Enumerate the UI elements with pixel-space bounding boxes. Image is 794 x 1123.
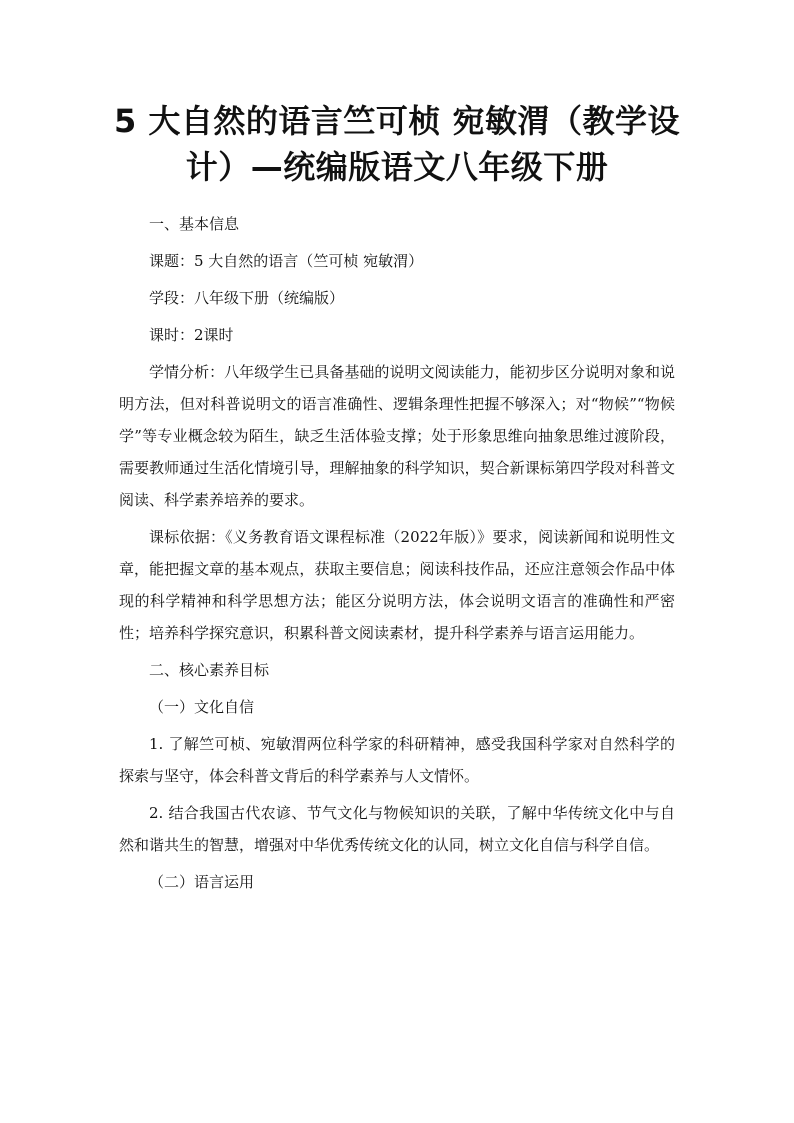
document-title: 5 大自然的语言竺可桢 宛敏渭（教学设计）—统编版语文八年级下册	[113, 102, 681, 186]
curriculum-basis-paragraph: 课标依据：《义务教育语文课程标准（2022年版）》要求，阅读新闻和说明性文章，能把握文章的基本观点，获取主要信息；阅读科技作品，还应注意领会作品中体现的科学精神和科学思想方法；能区分说明方法，体会说明文语言的准确性和严密性；培养科学探究意识，积累科普文阅读素材，提升科学素养与语言运用能力。	[119, 528, 675, 642]
goal-item-2: 2. 结合我国古代农谚、节气文化与物候知识的关联，了解中华传统文化中与自然和谐共生的智慧，增强对中华优秀传统文化的认同，树立文化自信与科学自信。	[119, 804, 675, 854]
info-grade: 学段：八年级下册（统编版）	[149, 289, 345, 307]
subheading-cultural-confidence: （一）文化自信	[149, 698, 255, 716]
section-heading-basic-info: 一、基本信息	[149, 215, 240, 233]
info-periods: 课时：2课时	[149, 326, 234, 344]
section-heading-core-goals: 二、核心素养目标	[149, 661, 270, 679]
learner-analysis-paragraph: 学情分析：八年级学生已具备基础的说明文阅读能力，能初步区分说明对象和说明方法，但对科普说明文的语言准确性、逻辑条理性把握不够深入；对“物候”“物候学”等专业概念较为陌生，缺乏生活体验支撑；处于形象思维向抽象思维过渡阶段，需要教师通过生活化情境引导，理解抽象的科学知识，契合新课标第四学段对科普文阅读、科学素养培养的要求。	[119, 363, 675, 509]
subheading-language-use: （二）语言运用	[149, 873, 255, 891]
goal-item-1: 1. 了解竺可桢、宛敏渭两位科学家的科研精神，感受我国科学家对自然科学的探索与坚守，体会科普文背后的科学素养与人文情怀。	[119, 735, 675, 785]
document-body	[119, 208, 675, 903]
info-topic: 课题：5 大自然的语言（竺可桢 宛敏渭）	[149, 252, 424, 270]
